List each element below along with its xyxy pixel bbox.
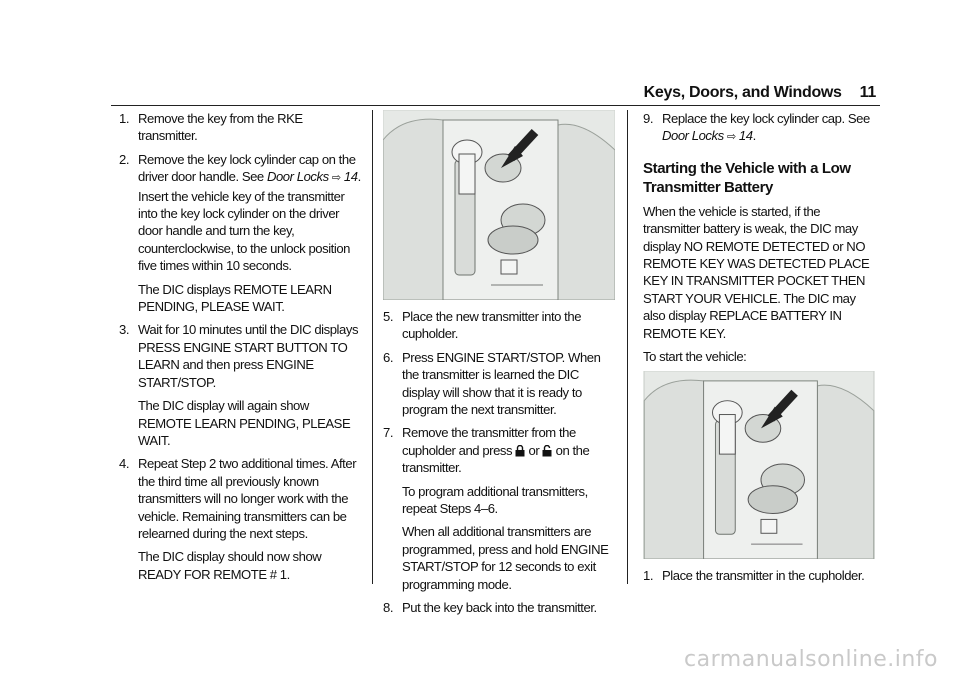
step-text: Repeat Step 2 two additional times. After the third time all previously known transmitters will no longer work with the vehicle. Remaining transmitters can be relearned during the next steps. bbox=[138, 456, 357, 541]
page-ref[interactable]: 14 bbox=[738, 128, 753, 144]
step-text: Replace the key lock cylinder cap. See bbox=[662, 111, 870, 126]
door-locks-link[interactable]: Door Locks bbox=[662, 128, 724, 144]
section-title: Keys, Doors, and Windows bbox=[643, 84, 842, 101]
page-header bbox=[644, 84, 876, 102]
header-rule bbox=[111, 105, 880, 106]
paragraph: When the vehicle is started, if the transmitter battery is weak, the DIC may display NO REMOTE DETECTED or NO REMOTE KEY WAS DETECTED PLACE KEY IN TRANSMITTER POCKET THEN START YOUR VEHICLE. The DIC may also display REPLACE BATTERY IN REMOTE KEY. bbox=[643, 203, 870, 341]
step-2-note: The DIC displays REMOTE LEARN PENDING, PLEASE WAIT. bbox=[138, 281, 332, 315]
step-7-note-1: To program additional transmitters, repeat Steps 4–6. bbox=[402, 483, 588, 517]
step-8 bbox=[383, 599, 615, 616]
step-4-note: The DIC display should now show READY FOR REMOTE # 1. bbox=[138, 549, 322, 582]
lock-icon bbox=[515, 445, 525, 457]
step-text: Press ENGINE START/STOP. When the transmitter is learned the DIC display will show that it is ready to program the next transmitter. bbox=[402, 349, 601, 418]
step-9 bbox=[643, 110, 876, 147]
step-text: . Insert the vehicle key of the transmitter into the key lock cylinder on the driver door handle and turn the key, counterclockwise, to the unlock position five times within 10 seconds. bbox=[138, 169, 361, 274]
column-1 bbox=[119, 110, 365, 589]
cupholder-illustration bbox=[643, 371, 875, 559]
step-number: 9. bbox=[643, 111, 654, 126]
page-number: 11 bbox=[859, 84, 876, 101]
step-number: 3. bbox=[119, 322, 130, 338]
step-text: Remove the transmitter from the cupholder and press bbox=[402, 425, 576, 458]
step-text: Wait for 10 minutes until the DIC displays PRESS ENGINE START BUTTON TO LEARN and then press ENGINE START/STOP. bbox=[138, 322, 359, 390]
step-text: . bbox=[752, 128, 756, 144]
paragraph: To start the vehicle: bbox=[643, 349, 747, 365]
step-number: 1. bbox=[643, 568, 654, 584]
step-3-note: The DIC display will again show REMOTE LEARN PENDING, PLEASE WAIT. bbox=[138, 398, 351, 448]
column-3 bbox=[643, 110, 876, 591]
step-text: on the transmitter. bbox=[402, 442, 590, 476]
step-number: 8. bbox=[383, 600, 394, 616]
step-7-note-2: When all additional transmitters are programmed, press and hold ENGINE START/STOP for 12 seconds to exit programming mode. bbox=[402, 524, 609, 592]
step-text: Remove the key from the RKE transmitter. bbox=[138, 111, 303, 144]
step-number: 4. bbox=[119, 456, 130, 472]
step-1 bbox=[119, 110, 365, 145]
door-locks-link[interactable]: Door Locks bbox=[266, 169, 329, 185]
section-heading: Starting the Vehicle with a Low Transmitter Battery bbox=[643, 159, 851, 196]
step-4 bbox=[119, 455, 365, 542]
step-number: 5. bbox=[383, 309, 394, 324]
column-divider bbox=[627, 110, 628, 584]
step-number: 6. bbox=[383, 349, 394, 365]
watermark: carmanualsonline.info bbox=[684, 647, 938, 672]
column-divider bbox=[372, 110, 373, 584]
step-2 bbox=[119, 151, 365, 275]
cupholder-illustration bbox=[383, 110, 615, 300]
step-6 bbox=[383, 349, 615, 419]
step-7 bbox=[383, 424, 615, 476]
step-3 bbox=[119, 321, 365, 391]
step-text: Place the new transmitter into the cupholder. bbox=[402, 309, 582, 342]
step-text: Place the transmitter in the cupholder. bbox=[662, 568, 865, 584]
step-number: 2. bbox=[119, 151, 130, 167]
unlock-icon bbox=[542, 445, 552, 457]
step-1-low-battery bbox=[643, 567, 876, 584]
step-number: 1. bbox=[119, 111, 130, 126]
step-text: or bbox=[525, 442, 543, 458]
step-text: Put the key back into the transmitter. bbox=[402, 600, 597, 616]
step-text: Remove the key lock cylinder cap on the driver door handle. See bbox=[138, 151, 356, 185]
column-2 bbox=[383, 110, 615, 623]
step-number: 7. bbox=[383, 425, 394, 441]
page-ref[interactable]: 14 bbox=[343, 169, 358, 185]
page-arrow-icon: ⇨ bbox=[726, 131, 736, 144]
step-5 bbox=[383, 308, 615, 343]
page-arrow-icon: ⇨ bbox=[331, 172, 341, 185]
